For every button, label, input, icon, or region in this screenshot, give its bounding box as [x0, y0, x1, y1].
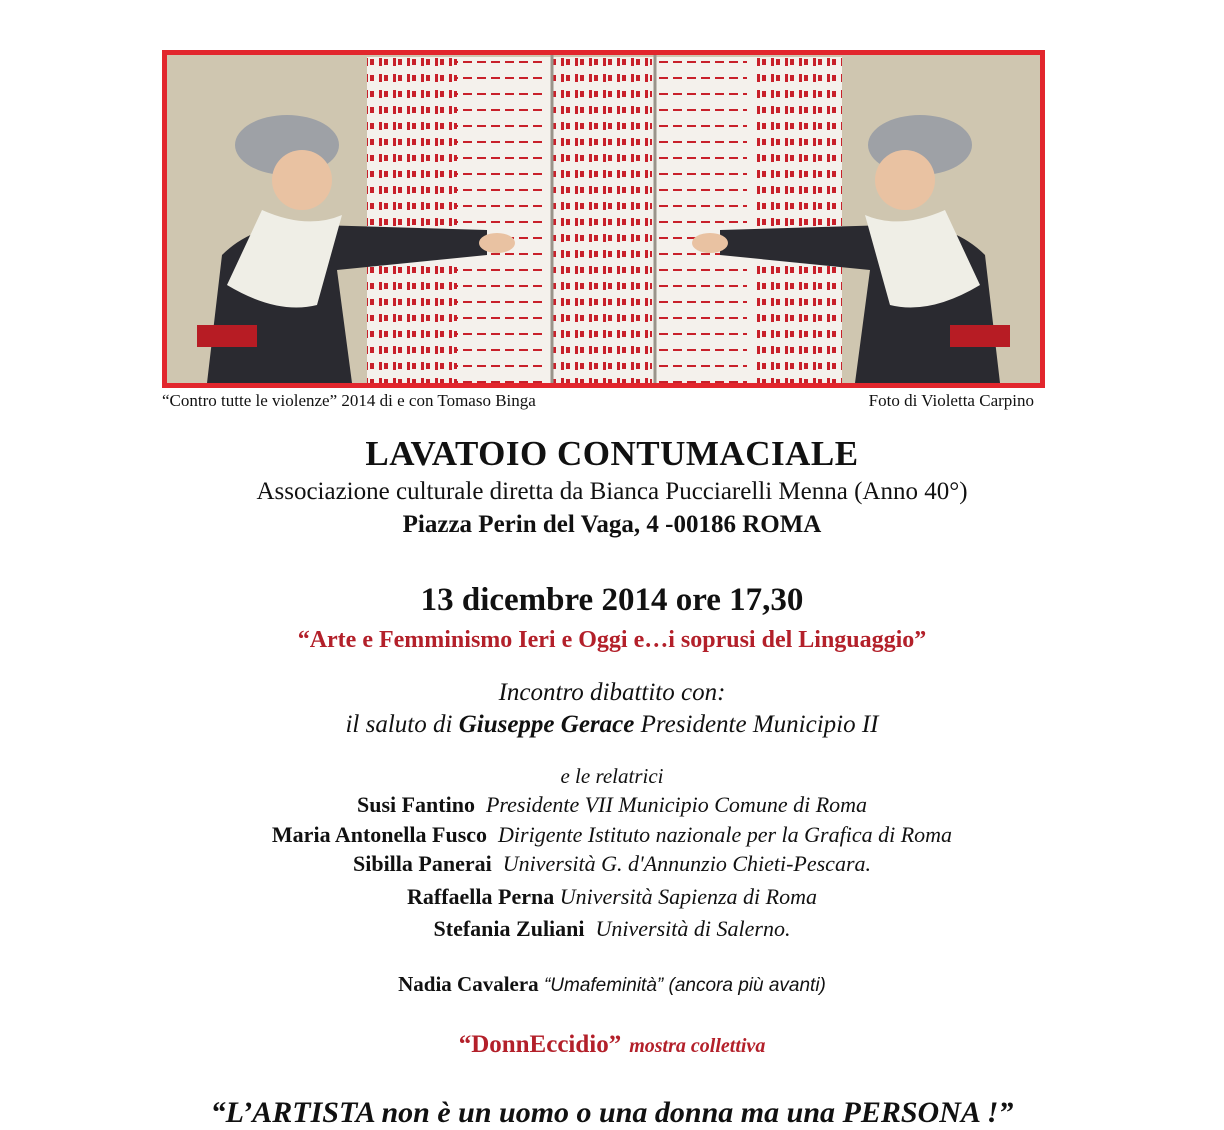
- artwork-panels: [367, 55, 842, 383]
- speaker-role: Dirigente Istituto nazionale per la Grafica di Roma: [498, 822, 953, 847]
- artwork-photo: [162, 50, 1045, 388]
- speaker-name: Maria Antonella Fusco: [271, 822, 488, 847]
- association-line: Associazione culturale diretta da Bianca Pucciarelli Menna (Anno 40°): [256, 478, 968, 505]
- speakers-label: e le relatrici: [560, 764, 664, 788]
- greeting-role: Presidente Municipio II: [634, 711, 879, 738]
- exhibition-line: [0, 1031, 1224, 1059]
- speaker-row: [0, 822, 1224, 848]
- photo-illustration: [167, 55, 1040, 383]
- closing-quote: “L’ARTISTA non è un uomo o una donna ma una PERSONA !”: [210, 1096, 1014, 1129]
- cavalera-name: Nadia Cavalera: [398, 972, 539, 996]
- speaker-role: Presidente VII Municipio Comune di Roma: [485, 792, 868, 817]
- speaker-name: Stefania Zuliani: [433, 916, 585, 941]
- speaker-row: [0, 851, 1224, 877]
- cavalera-line: [0, 972, 1224, 997]
- exhibition-subtitle: mostra collettiva: [629, 1035, 766, 1057]
- cavalera-work: “Umafeminità” (ancora più avanti): [543, 975, 826, 996]
- photo-credit: Foto di Violetta Carpino: [868, 391, 1034, 410]
- speaker-name: Raffaella Perna: [407, 884, 555, 909]
- greeting-prefix: il saluto di: [345, 711, 459, 738]
- venue-name: LAVATOIO CONTUMACIALE: [365, 434, 859, 473]
- speaker-row: [0, 884, 1224, 910]
- speaker-role: Università Sapienza di Roma: [559, 884, 817, 909]
- exhibition-title: “DonnEccidio”: [458, 1031, 622, 1058]
- speaker-row: [0, 792, 1224, 818]
- speaker-name: Susi Fantino: [356, 792, 475, 817]
- address-line: Piazza Perin del Vaga, 4 -00186 ROMA: [402, 511, 822, 538]
- event-subtitle: “Arte e Femminismo Ieri e Oggi e…i soprusi del Linguaggio”: [297, 627, 927, 653]
- speaker-name: Sibilla Panerai: [352, 851, 492, 876]
- photo-caption: “Contro tutte le violenze” 2014 di e con Tomaso Binga: [162, 391, 536, 410]
- greeting-name: Giuseppe Gerace: [458, 711, 635, 738]
- event-date: 13 dicembre 2014 ore 17,30: [420, 582, 804, 618]
- intro-line: Incontro dibattito con:: [498, 679, 726, 706]
- speaker-role: Università G. d'Annunzio Chieti-Pescara.: [502, 851, 872, 876]
- greeting-line: [0, 711, 1224, 739]
- speaker-role: Università di Salerno.: [595, 916, 791, 941]
- speaker-row: [0, 916, 1224, 942]
